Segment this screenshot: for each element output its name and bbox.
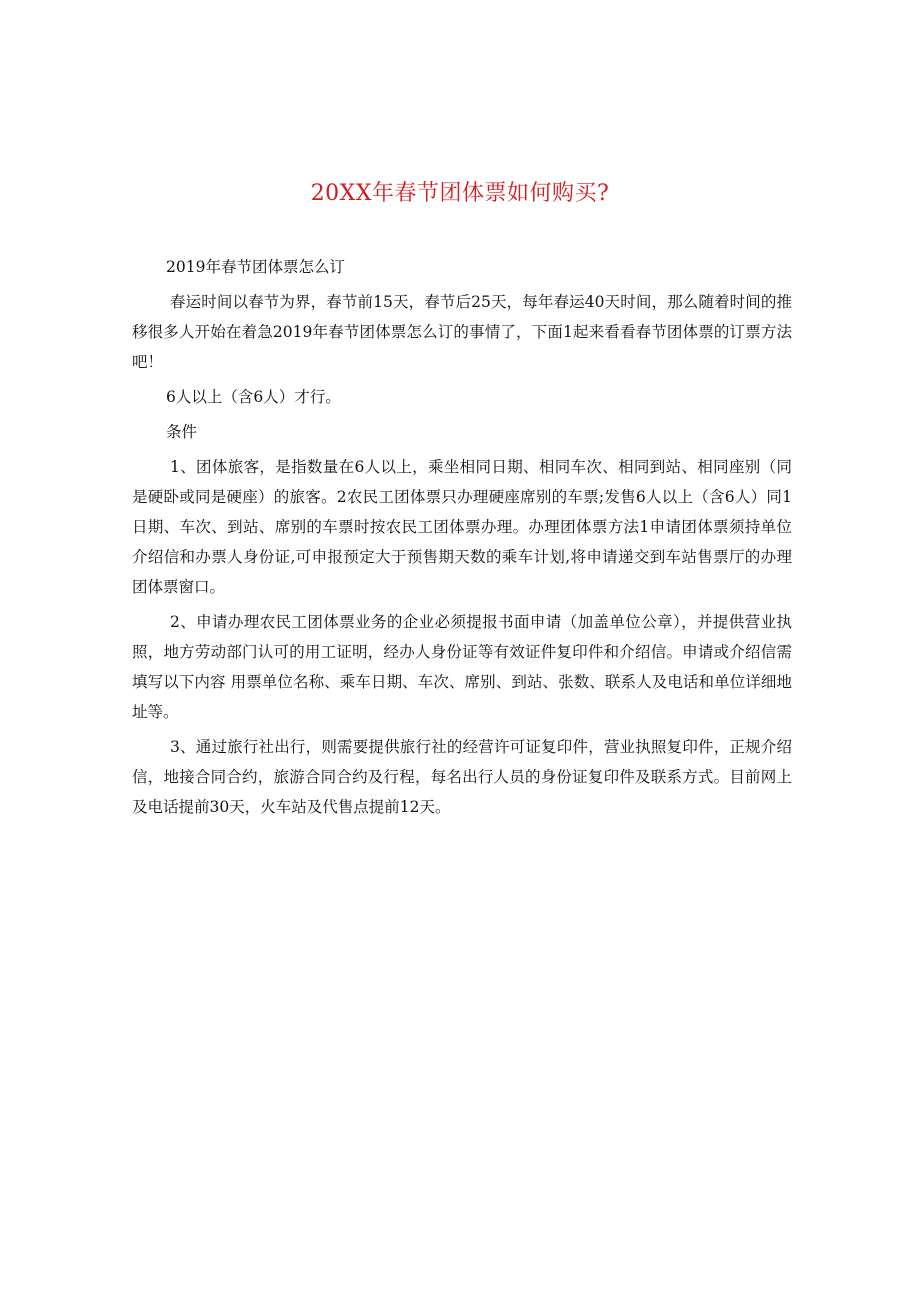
paragraph-requirement: 6人以上（含6人）才行。 [166,388,341,406]
document-title: 20XX年春节团体票如何购买? [310,181,610,206]
paragraph-intro: 春运时间以春节为界，春节前15天，春节后25天，每年春运40天时间，那么随着时间的推移很多人开始在着急2019年春节团体票怎么订的事情了，下面1起来看看春节团体票的订票方法吧！ [132,293,792,371]
paragraph-condition-1: 1、团体旅客，是指数量在6人以上，乘坐相同日期、相同车次、相同到站、相同座别（同是硬卧或同是硬座）的旅客。2农民工团体票只办理硬座席别的车票;发售6人以上（含6人）同1日期、车次、到站、席别的车票时按农民工团体票办理。办理团体票方法1申请团体票须持单位介绍信和办票人身份证,可申报预定大于预售期天数的乘车计划,将申请递交到车站售票厅的办理团体票窗口。 [132,458,792,596]
paragraph-condition-2: 2、申请办理农民工团体票业务的企业必须提报书面申请（加盖单位公章），并提供营业执照，地方劳动部门认可的用工证明，经办人身份证等有效证件复印件和介绍信。申请或介绍信需填写以下内容 用票单位名称、乘车日期、车次、席别、到站、张数、联系人及电话和单位详细地址等。 [132,613,792,721]
document-body [132,252,792,827]
paragraph-conditions-heading: 条件 [166,423,198,441]
paragraph-subtitle: 2019年春节团体票怎么订 [166,258,345,276]
paragraph-condition-3: 3、通过旅行社出行，则需要提供旅行社的经营许可证复印件，营业执照复印件，正规介绍信，地接合同合约，旅游合同合约及行程，每名出行人员的身份证复印件及联系方式。目前网上及电话提前30天，火车站及代售点提前12天。 [132,738,792,816]
